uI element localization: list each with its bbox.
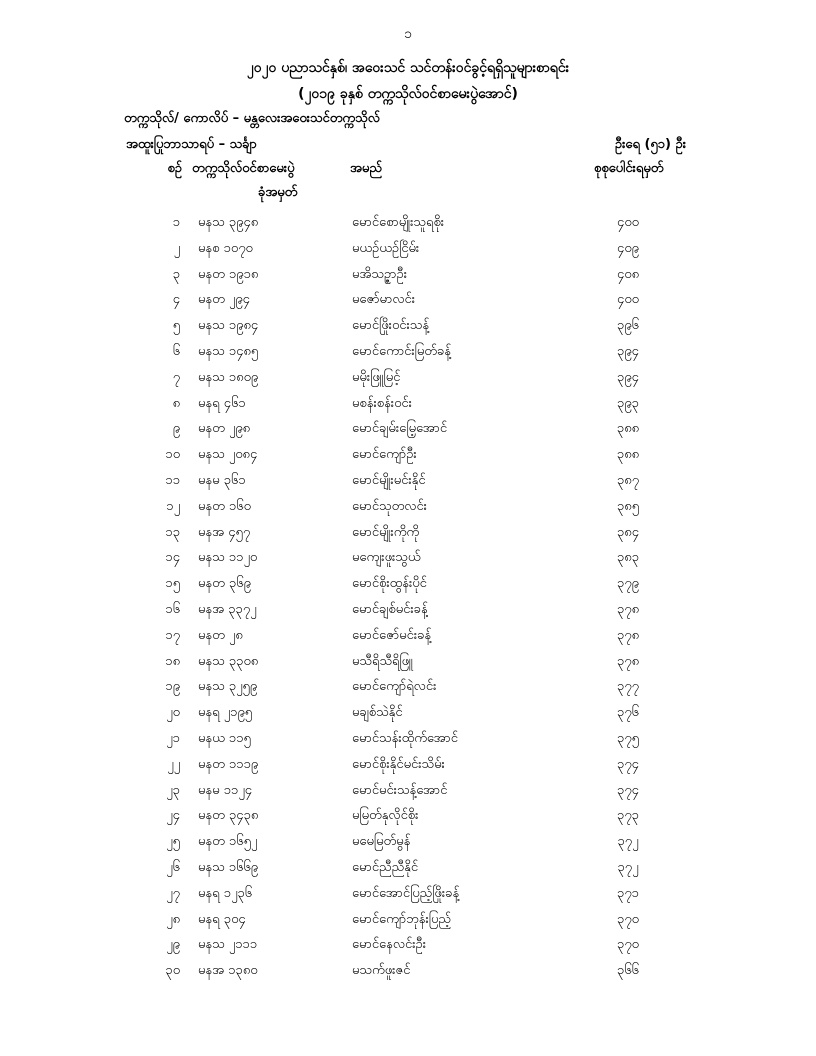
row-number: ၁ [172, 215, 180, 230]
table-row [0, 651, 816, 677]
table-row [0, 289, 816, 315]
roll-number: မနသ ၁၄၈၅ [198, 343, 259, 359]
total-marks: ၃၈၈ [616, 447, 640, 463]
roll-number: မနရ ၄၆၁ [198, 395, 246, 411]
row-number: ၉ [172, 421, 180, 437]
table-row [0, 934, 816, 960]
row-number: ၂၄ [166, 808, 180, 824]
table-row [0, 496, 816, 522]
table-row [0, 857, 816, 883]
student-name: မောင်ချမ်းမြေ့အောင် [352, 421, 448, 437]
table-row [0, 883, 816, 909]
total-marks: ၃၉၆ [617, 318, 639, 334]
student-name: မဇော်မာလင်း [352, 292, 416, 308]
student-name: မောင်ချစ်မင်းခန့် [352, 601, 428, 617]
table-row [0, 805, 816, 831]
total-marks: ၃၉၃ [617, 395, 639, 411]
student-name: မောင်သုတလင်း [352, 498, 427, 514]
student-name: မောင်စိုးနိုင်မင်းသိမ်း [352, 756, 445, 772]
roll-number: မနတ ၁၁၁၉ [198, 756, 259, 772]
student-name: မမိုးဖြူမြင့် [352, 369, 401, 385]
total-marks: ၃၈၃ [616, 550, 640, 566]
roll-number: မနတ ၁၆၀ [198, 498, 251, 514]
student-name: မောင်မျိုးကိုကို [352, 524, 420, 540]
row-number: ၆ [172, 343, 180, 359]
table-row [0, 393, 816, 419]
table-row [0, 522, 816, 548]
total-marks: ၃၇၄ [617, 756, 639, 772]
row-number: ၃၀ [165, 963, 180, 979]
total-marks: ၃၇၁ [617, 885, 639, 901]
total-marks: ၃၈၅ [616, 498, 640, 514]
total-marks: ၃၉၄ [617, 343, 639, 359]
row-number: ၇ [172, 369, 180, 385]
roll-number: မနရ ၃၀၄ [198, 911, 246, 927]
total-marks: ၃၇၆ [617, 705, 639, 721]
table-row [0, 238, 816, 264]
row-number: ၁၄ [165, 550, 180, 566]
table-row [0, 264, 816, 290]
total-marks: ၃၇၅ [617, 730, 639, 746]
student-name: မယဉ်ယဉ်ငြိမ်း [352, 240, 420, 256]
roll-number: မနမ ၁၁၂၄ [198, 782, 253, 798]
roll-number: မနတ ၂၉၄ [198, 292, 250, 308]
student-name: မောင်စိုးထွန်းပိုင် [352, 576, 427, 592]
header-name: အမည် [350, 161, 382, 176]
table-row [0, 702, 816, 728]
student-name: မောင်မင်းသန့်အောင် [352, 782, 448, 798]
row-number: ၁၈ [165, 653, 180, 669]
roll-number: မနတ ၂၉၈ [198, 421, 251, 437]
table-row [0, 728, 816, 754]
student-name: မချစ်သဲနိုင် [352, 705, 403, 721]
row-number: ၂၇ [166, 885, 180, 901]
header-roll-line2: ခုံအမှတ် [258, 185, 298, 200]
roll-number: မနသ ၁၉၈၄ [198, 318, 259, 334]
roll-number: မနအ ၁၃၈၀ [198, 963, 258, 979]
row-number: ၁၂ [166, 498, 180, 514]
row-number: ၂၉ [166, 937, 180, 953]
row-number: ၁၉ [165, 679, 180, 695]
roll-number: မနသ ၃၃၀၈ [198, 653, 259, 669]
total-marks: ၃၇၈ [616, 653, 640, 669]
row-number: ၄ [172, 292, 180, 308]
total-marks: ၃၇၇ [617, 679, 639, 695]
table-row [0, 780, 816, 806]
roll-number: မနစ ၁၀၇၀ [198, 240, 253, 256]
total-marks: ၃၉၄ [617, 369, 639, 385]
roll-number: မနသ ၃၂၅၉ [198, 679, 258, 695]
student-name: မောင်စောမျိုးသူရစိုး [352, 215, 445, 230]
table-row [0, 212, 816, 238]
row-number: ၁၁ [165, 472, 180, 488]
header-roll-line1: တက္ကသိုလ်ဝင်စာမေးပွဲ [192, 161, 295, 176]
row-number: ၂၃ [166, 782, 180, 798]
row-number: ၁၃ [165, 524, 180, 540]
table-row [0, 470, 816, 496]
row-number: ၈ [172, 395, 180, 411]
table-row [0, 599, 816, 625]
student-count: ဦးရေ (၅၁) ဦး [614, 137, 686, 152]
school-label: တက္ကသိုလ်/ ကောလိပ် – မန္တလေးအဝေးသင်တက္ကသိုလ် [124, 111, 380, 126]
table-row [0, 444, 816, 470]
table-row [0, 909, 816, 935]
roll-number: မနတ ၃၆၉ [198, 576, 251, 592]
row-number: ၃ [172, 266, 180, 282]
roll-number: မနသ ၂၀၈၄ [198, 447, 258, 463]
student-name: မောင်အောင်ပြည့်ဖြိုးခန့် [352, 885, 460, 901]
page-number: ၁ [404, 26, 412, 42]
roll-number: မနသ ၁၆၆၉ [198, 859, 259, 875]
total-marks: ၃၇၉ [617, 576, 639, 592]
total-marks: ၃၈၄ [616, 524, 640, 540]
roll-number: မနသ ၁၁၂၀ [198, 550, 258, 566]
total-marks: ၃၇၈ [616, 601, 640, 617]
row-number: ၂၁ [166, 730, 180, 746]
document-subtitle: (၂၀၁၉ ခုနှစ် တက္ကသိုလ်ဝင်စာမေးပွဲအောင်) [298, 86, 518, 102]
table-row [0, 315, 816, 341]
roll-number: မနအ ၃၃၇၂ [198, 601, 257, 617]
total-marks: ၃၇၄ [617, 782, 639, 798]
total-marks: ၃၈၈ [616, 421, 640, 437]
roll-number: မနတ ၁၉၁၈ [198, 266, 259, 282]
roll-number: မနသ ၂၁၁၁ [198, 937, 258, 953]
student-name: မောင်ညီညီနိုင် [352, 859, 419, 875]
roll-number: မနယ ၁၁၅ [198, 730, 251, 746]
student-name: မသက်ဖူးဇင် [352, 963, 411, 979]
row-number: ၂၂ [167, 756, 180, 772]
row-number: ၂၅ [166, 834, 180, 850]
table-row [0, 573, 816, 599]
roll-number: မနမ ၃၆၁ [198, 472, 246, 488]
total-marks: ၃၇၀ [617, 937, 639, 953]
roll-number: မနတ ၁၆၅၂ [198, 834, 258, 850]
row-number: ၂ [173, 240, 180, 256]
header-marks: စုစုပေါင်းရမှတ် [594, 161, 664, 176]
student-name: မောင်သန်းထိုက်အောင် [352, 730, 458, 746]
student-name: မအိသဉ္ဇာဦး [352, 266, 407, 282]
student-name: မောင်ဖြိုးဝင်းသန့် [352, 318, 430, 334]
total-marks: ၄၀၈ [616, 266, 640, 282]
student-name: မစန်းစန်းဝင်း [352, 395, 412, 411]
row-number: ၂၈ [166, 911, 180, 927]
student-name: မကျေးဖူးသွယ် [352, 550, 421, 566]
table-row [0, 625, 816, 651]
student-name: မောင်ကျော်ဘုန်းပြည့် [352, 911, 451, 927]
roll-number: မနရ ၁၂၃၆ [198, 885, 253, 901]
roll-number: မနတ ၂၈ [198, 627, 243, 643]
total-marks: ၃၇၂ [617, 859, 639, 875]
student-name: မောင်ကောင်းမြတ်ခန့် [352, 343, 451, 359]
total-marks: ၃၇၈ [616, 627, 640, 643]
total-marks: ၃၇၀ [617, 911, 639, 927]
student-name: မောင်ဇော်မင်းခန့် [352, 627, 432, 643]
row-number: ၂၆ [166, 859, 180, 875]
roll-number: မနရ ၂၁၉၅ [198, 705, 253, 721]
student-name: မောင်နေလင်းဦး [352, 937, 427, 953]
table-row [0, 367, 816, 393]
table-row [0, 418, 816, 444]
subject-label: အထူးပြုဘာသာရပ် – သင်္ချာ [126, 137, 257, 152]
table-row [0, 676, 816, 702]
row-number: ၂၀ [166, 705, 180, 721]
student-name: မမြတ်နုလိုင်စိုး [352, 808, 419, 824]
roll-number: မနသ ၃၉၄၈ [198, 215, 259, 230]
total-marks: ၃၇၃ [617, 808, 639, 824]
row-number: ၅ [172, 318, 180, 334]
roll-number: မနတ ၃၄၃၈ [198, 808, 259, 824]
table-row [0, 341, 816, 367]
total-marks: ၄၀၉ [617, 240, 639, 256]
student-name: မောင်ကျော်ရဲလင်း [352, 679, 437, 695]
row-number: ၁၅ [165, 576, 180, 592]
total-marks: ၄၀၀ [617, 292, 639, 308]
header-no: စဉ် [167, 161, 182, 176]
student-name: မမေမြတ်မွန် [352, 834, 411, 850]
table-row [0, 547, 816, 573]
table-row [0, 960, 816, 986]
student-name: မောင်မျိုးမင်းနိုင် [352, 472, 426, 488]
total-marks: ၃၆၆ [617, 963, 639, 979]
table-row [0, 831, 816, 857]
total-marks: ၃၈၇ [616, 472, 640, 488]
total-marks: ၃၇၂ [617, 834, 639, 850]
student-name: မသီရိသီရိဖြူ [352, 653, 413, 669]
total-marks: ၄၀၀ [617, 215, 639, 230]
roll-number: မနအ ၄၅၇ [198, 524, 251, 540]
row-number: ၁၆ [165, 601, 180, 617]
row-number: ၁၇ [165, 627, 180, 643]
document-title: ၂၀၂၀ ပညာသင်နှစ်၊ အဝေးသင် သင်တန်းဝင်ခွင့်ရရှိသူများစာရင်း [246, 60, 570, 76]
results-table [0, 212, 816, 986]
row-number: ၁၀ [165, 447, 180, 463]
roll-number: မနသ ၁၈၀၉ [198, 369, 259, 385]
student-name: မောင်ကျော်ဦး [352, 447, 417, 463]
table-row [0, 754, 816, 780]
